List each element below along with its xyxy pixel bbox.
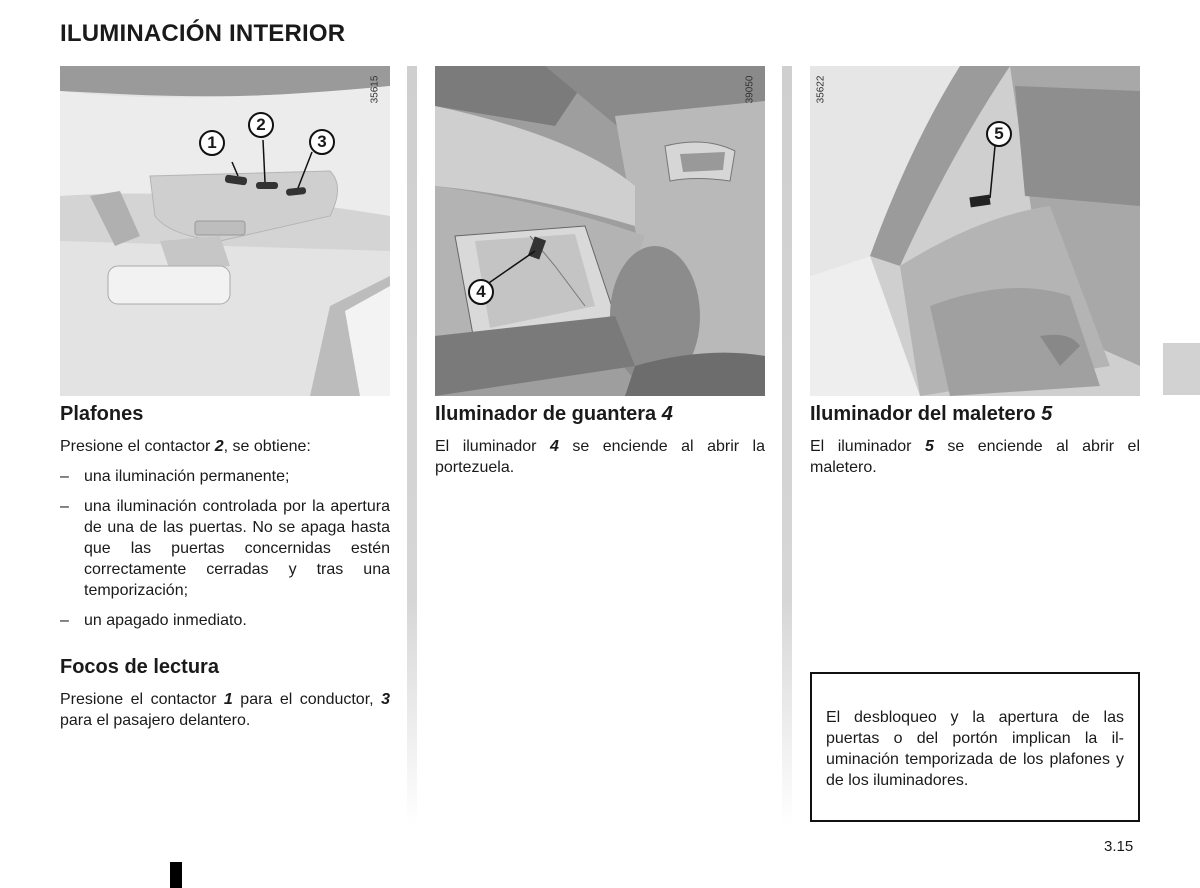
section-text: Presione el contactor 1 para el conductor, 3 para el pasajero delantero.: [60, 691, 391, 729]
page-number: 3.15: [1104, 838, 1134, 855]
note-box: [810, 672, 1140, 822]
chapter-thumb-tab: [1163, 343, 1200, 395]
section-heading: Iluminador de guantera 4: [435, 403, 673, 425]
figure-code: 35622: [815, 75, 827, 104]
glovebox-light-section: [435, 402, 765, 478]
callout-5: 5: [986, 121, 1012, 147]
note-text: El desbloqueo y la apertura de las puertas o del portón implican la iluminación temporizada de los plafones y de los iluminadores.: [826, 709, 1124, 789]
list-item: – una iluminación controlada por la apertura de una de las puertas. No se apaga hasta que las puertas concernidas estén correctamente cerradas y tras una temporización;: [60, 496, 390, 601]
column-separator: [407, 66, 417, 826]
section-text: El iluminador 4 se enciende al abrir la portezuela.: [435, 438, 765, 476]
page-title: ILUMINACIÓN INTERIOR: [60, 20, 346, 47]
section-heading: Plafones: [60, 403, 144, 425]
section-heading: Iluminador del maletero 5: [810, 403, 1053, 425]
callout-1: 1: [199, 130, 225, 156]
print-mark: [170, 862, 182, 888]
callout-2: 2: [248, 112, 274, 138]
section-text: Presione el contactor 2, se obtiene:: [60, 438, 311, 455]
callout-3: 3: [309, 129, 335, 155]
figure-code: 35615: [369, 75, 381, 104]
figure-code: 39050: [744, 75, 756, 104]
ceiling-lights-section: [60, 402, 390, 731]
callout-4: 4: [468, 279, 494, 305]
options-list: [60, 466, 390, 631]
section-text: El iluminador 5 se enciende al abrir el maletero.: [810, 438, 1140, 476]
trunk-illustration: [810, 66, 1140, 396]
trunk-light-section: [810, 402, 1140, 478]
ceiling-light-illustration: [60, 66, 390, 396]
glovebox-illustration: [435, 66, 765, 396]
section-heading: Focos de lectura: [60, 656, 219, 678]
list-item: – una iluminación permanente;: [60, 466, 390, 487]
list-item: – un apagado inmediato.: [60, 610, 390, 631]
column-separator: [782, 66, 792, 826]
